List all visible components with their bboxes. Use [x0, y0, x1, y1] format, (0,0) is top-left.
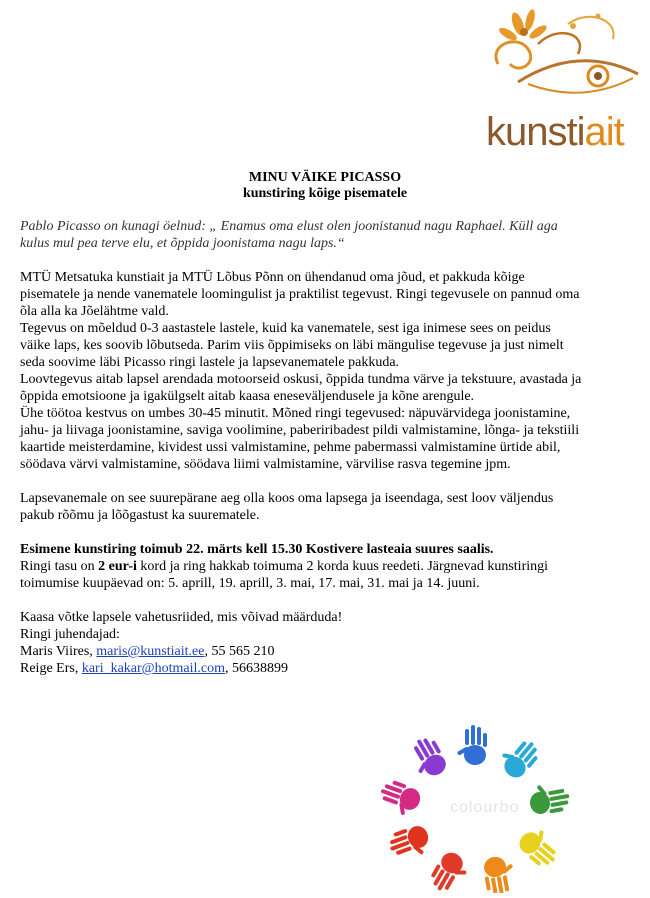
- fee-amount: 2 eur-i: [98, 559, 137, 574]
- contact-name: Reige Ers,: [20, 661, 82, 676]
- page-title: MINU VÄIKE PICASSO: [248, 170, 402, 185]
- email-link-maris[interactable]: maris@kunstiait.ee: [96, 644, 205, 659]
- contacts-paragraph: [20, 609, 640, 677]
- watermark-text: colourbo: [450, 799, 520, 816]
- contact-name: Maris Viires,: [20, 644, 97, 659]
- text-line: Loovtegevus aitab lapsel arendada motoorseid oskusi, õppida tundma värve ja tekstuure, avastada ja: [20, 372, 582, 387]
- email-link-reige[interactable]: kari_kakar@hotmail.com: [81, 661, 225, 676]
- announcement-paragraph: [20, 541, 640, 592]
- first-session-announcement: Esimene kunstiring toimub 22. märts kell 15.30 Kostivere lasteaia suures saalis.: [20, 542, 494, 557]
- eye-flower-logo-icon: [478, 4, 646, 114]
- text-line: Ühe töötoa kestvus on umbes 30-45 minutit. Mõned ringi tegevused: näpuvärvidega joonistamine,: [20, 406, 571, 421]
- parents-paragraph: [20, 490, 640, 524]
- logo-text-ait: ait: [584, 110, 624, 154]
- text-line: jahu- ja liivaga joonistamine, saviga voolimine, paberiribadest pildi valmistamine, lõnga- ja tekstiili: [20, 423, 580, 438]
- contact-phone: , 56638899: [224, 661, 288, 676]
- quote-line: kulus mul pea terve elu, et õppida joonistama nagu laps.“: [20, 236, 345, 251]
- text-line: pakub rõõmu ja lõõgastust ka suurematele.: [20, 508, 260, 523]
- leaders-label: Ringi juhendajad:: [20, 627, 120, 642]
- text-line: Lapsevanemale on see suurepärane aeg olla koos oma lapsega ja iseendaga, sest loov väljendus: [20, 491, 554, 506]
- session-dates: toimumise kuupäevad on: 5. aprill, 19. aprill, 3. mai, 17. mai, 31. mai ja 14. juuni.: [20, 576, 480, 591]
- text-line: õppida emotsioone ja igakülgselt aitab kaasa eneseväljendusele ja kõne arengule.: [20, 389, 475, 404]
- logo-wordmark: [486, 112, 624, 152]
- kunstiait-logo: [478, 4, 646, 154]
- clothes-note: Kaasa võtke lapsele vahetusriided, mis võivad määrduda!: [20, 610, 343, 625]
- text-line: Tegevus on mõeldud 0-3 aastastele lastele, kuid ka vanematele, sest iga inimese sees on peidus: [20, 321, 551, 336]
- fee-text: Ringi tasu on: [20, 559, 99, 574]
- intro-paragraph: [20, 269, 640, 473]
- page-subtitle: kunstiring kõige pisematele: [242, 186, 408, 201]
- quote-line: Pablo Picasso on kunagi öelnud: „ Enamus oma elust olen joonistanud nagu Raphael. Küll aga: [20, 219, 558, 234]
- text-line: pisematele ja nende vanematele loomingulist ja praktilist tegevust. Ringi tegevusele on pannud oma: [20, 287, 580, 302]
- text-line: söödava värvi valmistamine, söödava liimi valmistamine, värvilise rasva tegemine jpm.: [20, 457, 511, 472]
- logo-text-kunsti: kunsti: [486, 110, 585, 154]
- text-line: MTÜ Metsatuka kunstiait ja MTÜ Lõbus Põnn on ühendanud oma jõud, et pakkuda kõige: [20, 270, 525, 285]
- document-body: [20, 218, 640, 677]
- contact-phone: , 55 565 210: [204, 644, 275, 659]
- picasso-quote: [20, 218, 640, 252]
- text-line: seda soovime läbi Picasso ringi lastele ja lapsevanematele pakkuda.: [20, 355, 400, 370]
- text-line: õla alla ka Jõelähtme vald.: [20, 304, 169, 319]
- text-line: väike laps, kes soovib lõbutseda. Parim viis õppimiseks on läbi mängulise tegevuse ja just nimelt: [20, 338, 564, 353]
- colorful-hands-image: [380, 725, 570, 893]
- text-line: kaartide meisterdamine, kividest ussi valmistamine, pehme pabermassi valmistamine ürtide abil,: [20, 440, 561, 455]
- fee-text-rest: kord ja ring hakkab toimuma 2 korda kuus reedeti. Järgnevad kunstiringi: [136, 559, 549, 574]
